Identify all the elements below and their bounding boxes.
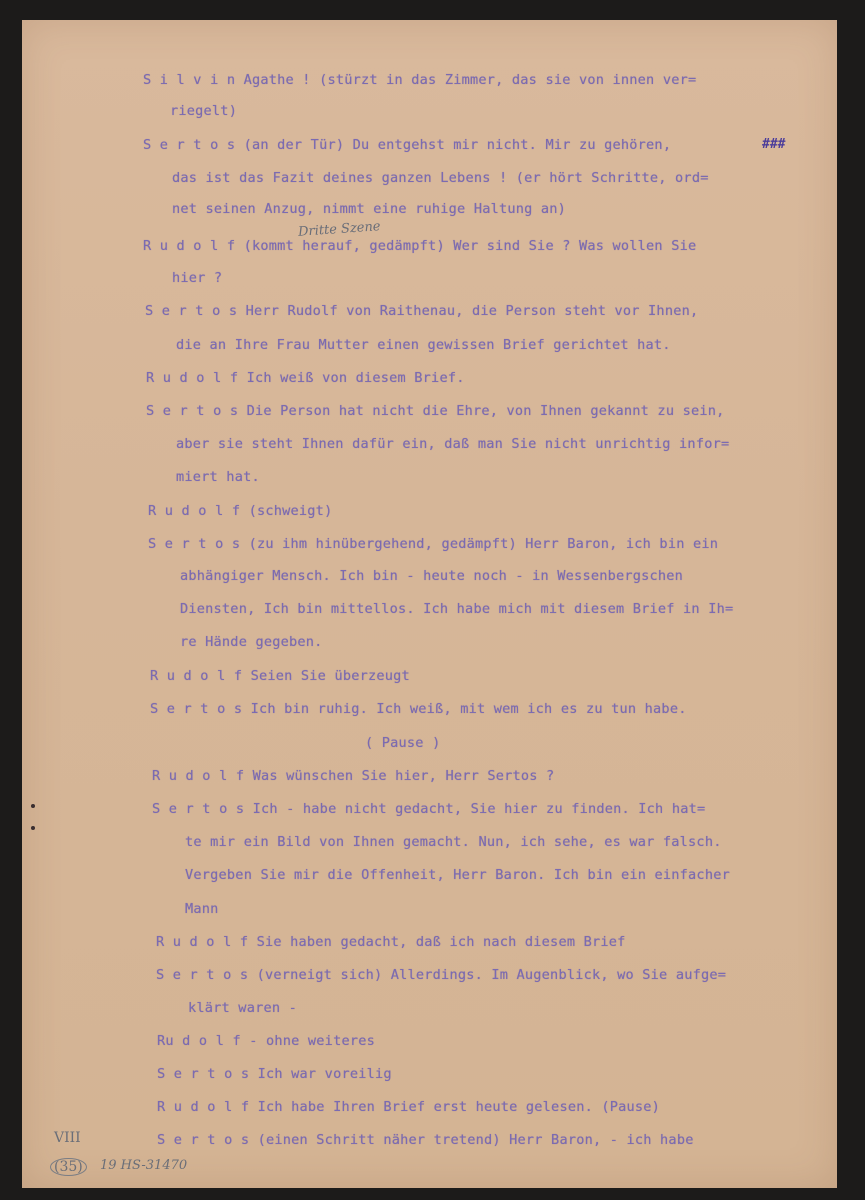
text-line: S e r t o s Ich war voreilig bbox=[157, 1066, 392, 1082]
text-line: S e r t o s (an der Tür) Du entgehst mir nicht. Mir zu gehören, bbox=[143, 137, 672, 153]
text-line: aber sie steht Ihnen dafür ein, daß man Sie nicht unrichtig infor= bbox=[176, 436, 730, 452]
archive-folio-number: (35) bbox=[50, 1158, 87, 1176]
text-line: Diensten, Ich bin mittellos. Ich habe mich mit diesem Brief in Ih= bbox=[180, 601, 734, 617]
text-line: klärt waren - bbox=[188, 1000, 297, 1016]
handwritten-scene-note: Dritte Szene bbox=[297, 219, 382, 240]
text-line: R u d o l f (kommt herauf, gedämpft) Wer sind Sie ? Was wollen Sie bbox=[143, 238, 697, 254]
text-line: S e r t o s (einen Schritt näher tretend) Herr Baron, - ich habe bbox=[157, 1132, 694, 1148]
text-line: S e r t o s Ich - habe nicht gedacht, Sie hier zu finden. Ich hat= bbox=[152, 801, 706, 817]
text-line: die an Ihre Frau Mutter einen gewissen Brief gerichtet hat. bbox=[176, 337, 671, 353]
text-line: Mann bbox=[185, 901, 219, 917]
text-line: te mir ein Bild von Ihnen gemacht. Nun, ich sehe, es war falsch. bbox=[185, 834, 722, 850]
text-line: miert hat. bbox=[176, 469, 260, 485]
text-line: S e r t o s (zu ihm hinübergehend, gedämpft) Herr Baron, ich bin ein bbox=[148, 536, 719, 552]
text-line: re Hände gegeben. bbox=[180, 634, 323, 650]
text-line: hier ? bbox=[172, 270, 223, 286]
text-line: S e r t o s Ich bin ruhig. Ich weiß, mit wem ich es zu tun habe. bbox=[150, 701, 687, 717]
text-line: Ru d o l f - ohne weiteres bbox=[157, 1033, 375, 1049]
text-line: S e r t o s Die Person hat nicht die Ehre, von Ihnen gekannt zu sein, bbox=[146, 403, 725, 419]
text-line: R u d o l f Ich weiß von diesem Brief. bbox=[146, 370, 465, 386]
text-line: R u d o l f (schweigt) bbox=[148, 503, 333, 519]
text-line: Vergeben Sie mir die Offenheit, Herr Baron. Ich bin ein einfacher bbox=[185, 867, 730, 883]
strikeout-mark: ### bbox=[762, 137, 786, 152]
archive-roman-numeral: VIII bbox=[54, 1130, 81, 1146]
text-line: R u d o l f Ich habe Ihren Brief erst heute gelesen. (Pause) bbox=[157, 1099, 661, 1115]
text-line: R u d o l f Seien Sie überzeugt bbox=[150, 668, 410, 684]
margin-dot bbox=[31, 804, 35, 808]
text-line: das ist das Fazit deines ganzen Lebens ! (er hört Schritte, ord= bbox=[172, 170, 709, 186]
text-line: S e r t o s Herr Rudolf von Raithenau, die Person steht vor Ihnen, bbox=[145, 303, 699, 319]
text-line: abhängiger Mensch. Ich bin - heute noch - in Wessenbergschen bbox=[180, 568, 684, 584]
text-line: S i l v i n Agathe ! (stürzt in das Zimmer, das sie von innen ver= bbox=[143, 72, 697, 88]
text-line: riegelt) bbox=[170, 103, 238, 119]
text-line: S e r t o s (verneigt sich) Allerdings. Im Augenblick, wo Sie aufge= bbox=[156, 967, 727, 983]
text-line: R u d o l f Was wünschen Sie hier, Herr Sertos ? bbox=[152, 768, 555, 784]
text-line: R u d o l f Sie haben gedacht, daß ich nach diesem Brief bbox=[156, 934, 626, 950]
archive-reference: 19 HS-31470 bbox=[100, 1158, 188, 1173]
margin-dot bbox=[31, 826, 35, 830]
text-line: ( Pause ) bbox=[365, 735, 441, 751]
text-line: net seinen Anzug, nimmt eine ruhige Haltung an) bbox=[172, 201, 567, 217]
